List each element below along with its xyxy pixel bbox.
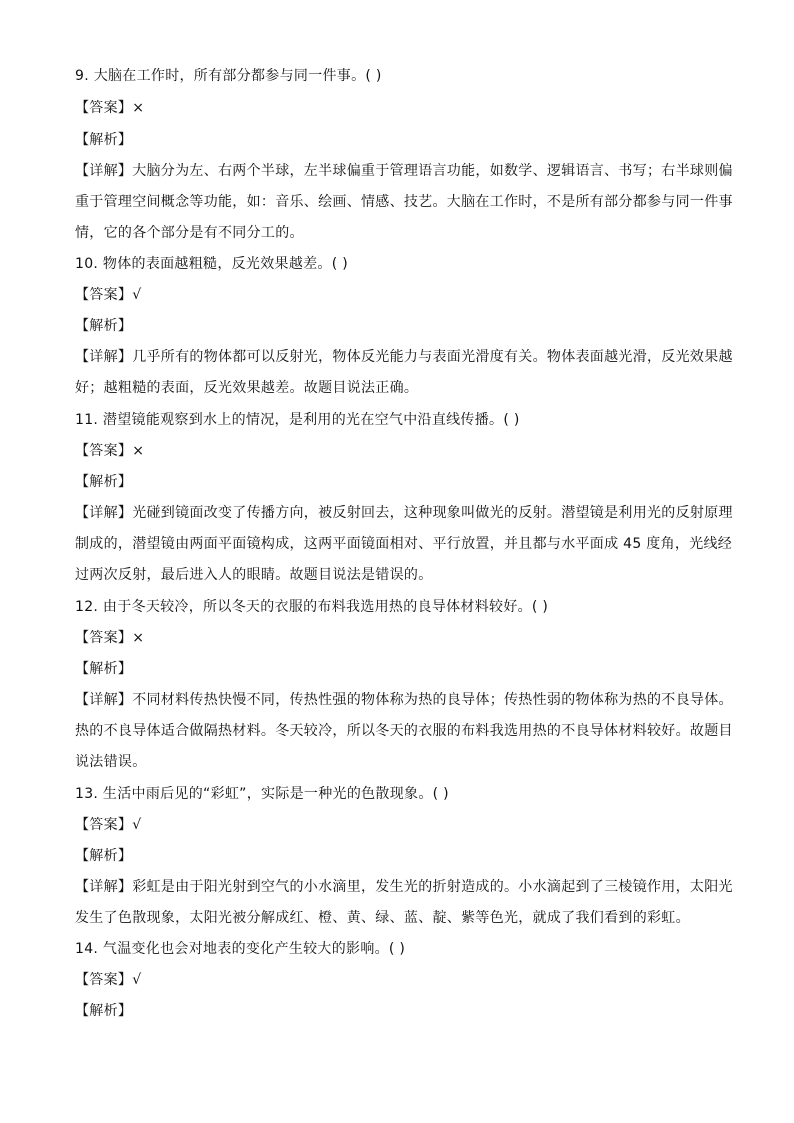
answer-13: 【答案】√: [75, 817, 142, 833]
detail-12-line-2: 热的不良导体适合做隔热材料。冬天较冷，所以冬天的衣服的布料我选用热的不良导体材料较好。故题目: [75, 723, 733, 739]
detail-12-line-3: 说法错误。: [75, 754, 147, 770]
answer-12: 【答案】×: [75, 630, 145, 646]
analysis-label-12: 【解析】: [75, 661, 133, 677]
analysis-label-10: 【解析】: [75, 318, 133, 334]
question-12: 12. 由于冬天较冷，所以冬天的衣服的布料我选用热的良导体材料较好。( ): [75, 599, 549, 615]
detail-12-line-1: 【详解】不同材料传热快慢不同，传热性强的物体称为热的良导体；传热性弱的物体称为热的不良导体。: [75, 692, 733, 708]
analysis-label-14: 【解析】: [75, 1003, 133, 1019]
question-13: 13. 生活中雨后见的“彩虹”，实际是一种光的色散现象。( ): [75, 786, 449, 802]
question-11: 11. 潜望镜能观察到水上的情况，是利用的光在空气中沿直线传播。( ): [75, 412, 520, 428]
answer-11: 【答案】×: [75, 443, 145, 459]
detail-10-line-2: 好；越粗糙的表面，反光效果越差。故题目说法正确。: [75, 380, 419, 396]
question-14: 14. 气温变化也会对地表的变化产生较大的影响。( ): [75, 941, 406, 957]
analysis-label-13: 【解析】: [75, 848, 133, 864]
detail-13-line-2: 发生了色散现象，太阳光被分解成红、橙、黄、绿、蓝、靛、紫等色光，就成了我们看到的彩虹。: [75, 910, 690, 926]
detail-11-line-3: 过两次反射，最后进入人的眼睛。故题目说法是错误的。: [75, 567, 433, 583]
answer-10: 【答案】√: [75, 287, 142, 303]
detail-11-line-2: 制成的，潜望镜由两面平面镜构成，这两平面镜面相对、平行放置，并且都与水平面成 45 度角，光线经: [75, 536, 733, 552]
detail-10-line-1: 【详解】几乎所有的物体都可以反射光，物体反光能力与表面光滑度有关。物体表面越光滑，反光效果越: [75, 349, 733, 365]
detail-9-line-2: 重于管理空间概念等功能，如：音乐、绘画、情感、技艺。大脑在工作时，不是所有部分都参与同一件事: [75, 194, 733, 210]
question-9: 9. 大脑在工作时，所有部分都参与同一件事。( ): [75, 68, 382, 84]
answer-14: 【答案】√: [75, 972, 142, 988]
analysis-label-9: 【解析】: [75, 132, 133, 148]
detail-9-line-3: 情，它的各个部分是有不同分工的。: [75, 225, 304, 241]
analysis-label-11: 【解析】: [75, 474, 133, 490]
question-10: 10. 物体的表面越粗糙，反光效果越差。( ): [75, 256, 348, 272]
detail-13-line-1: 【详解】彩虹是由于阳光射到空气的小水滴里，发生光的折射造成的。小水滴起到了三棱镜作用，太阳光: [75, 879, 733, 895]
detail-9-line-1: 【详解】大脑分为左、右两个半球，左半球偏重于管理语言功能，如数学、逻辑语言、书写；右半球则偏: [75, 163, 733, 179]
detail-11-line-1: 【详解】光碰到镜面改变了传播方向，被反射回去，这种现象叫做光的反射。潜望镜是利用光的反射原理: [75, 505, 733, 521]
answer-9: 【答案】×: [75, 100, 145, 116]
